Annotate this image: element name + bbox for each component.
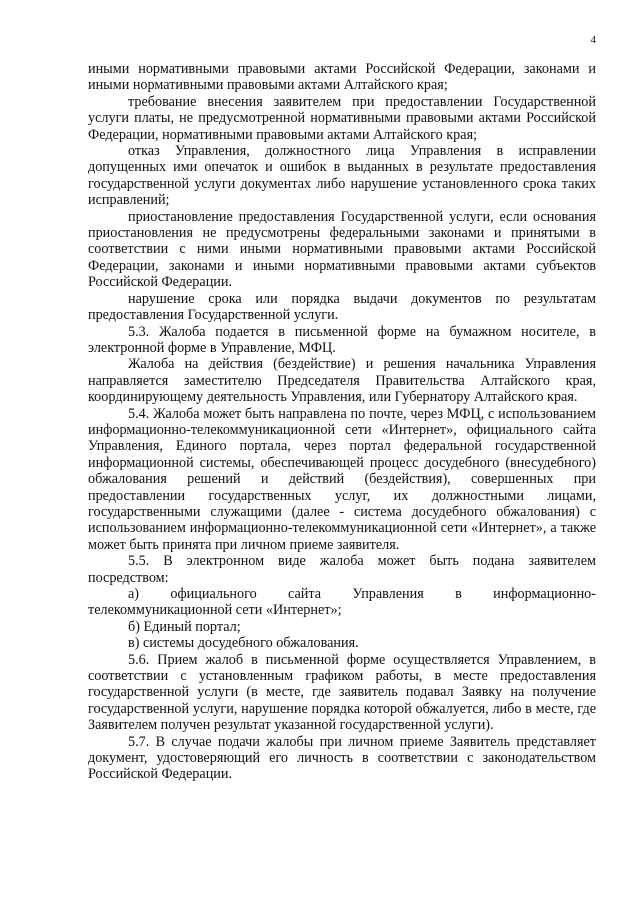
document-body <box>88 61 596 783</box>
paragraph-5-7: 5.7. В случае подачи жалобы при личном приеме Заявитель представляет документ, удостоверяющий его личность в соответствии с законодательством Российской Федерации. <box>88 733 596 783</box>
paragraph-suspension: приостановление предоставления Государственной услуги, если основания приостановления не предусмотрены федеральными законами и принятыми в соответствии с ними иными нормативными правовыми актами Российской Федерации, законами и иными нормативными правовыми актами субъектов Российской Федерации. <box>88 208 596 291</box>
paragraph-head-complaint: Жалоба на действия (бездействие) и решения начальника Управления направляется заместителю Председателя Правительства Алтайского края, координирующему деятельность Управления, или Губернатору Алтайского края. <box>88 356 596 406</box>
list-item-a: а) официального сайта Управления в информационно-телекоммуникационной сети «Интернет»; <box>88 586 596 619</box>
paragraph-5-4: 5.4. Жалоба может быть направлена по почте, через МФЦ, с использованием информационно-телекоммуникационной сети «Интернет», официального сайта Управления, Единого портала, через портал федеральной государственной информационной системы, обеспечивающей процесс досудебного (внесудебного) обжалования решений и действий (бездействия), совершенных при предоставлении государственных услуг, их должностными лицами, государственными служащими (далее - система досудебного обжалования) с использованием информационно-телекоммуникационной сети «Интернет», а также может быть принята при личном приеме заявителя. <box>88 405 596 553</box>
paragraph-5-5: 5.5. В электронном виде жалоба может быть подана заявителем посредством: <box>88 553 596 586</box>
list-item-c: в) системы досудебного обжалования. <box>128 635 359 652</box>
paragraph-5-3: 5.3. Жалоба подается в письменной форме на бумажном носителе, в электронной форме в Управление, МФЦ. <box>88 323 596 356</box>
page-number: 4 <box>590 34 596 46</box>
paragraph-correction-refusal: отказ Управления, должностного лица Управления в исправлении допущенных ими опечаток и ошибок в выданных в результате предоставления государственной услуги документах либо нарушение установленного срока таких исправлений; <box>88 143 596 209</box>
paragraph-fee-requirement: требование внесения заявителем при предоставлении Государственной услуги платы, не предусмотренной нормативными правовыми актами Российской Федерации, нормативными правовыми актами Алтайского края; <box>88 93 596 143</box>
paragraph-5-6: 5.6. Прием жалоб в письменной форме осуществляется Управлением, в соответствии с установленным графиком работы, в месте предоставления государственной услуги (в месте, где заявитель подавал Заявку на получение государственной услуги, нарушение порядка которой обжалуется, либо в месте, где Заявителем получен результат указанной государственной услуги). <box>88 651 596 734</box>
paragraph-continuation: иными нормативными правовыми актами Российской Федерации, законами и иными нормативными правовыми актами Алтайского края; <box>88 61 596 94</box>
paragraph-deadline-violation: нарушение срока или порядка выдачи документов по результатам предоставления Государственной услуги. <box>88 290 596 324</box>
list-item-b: б) Единый портал; <box>128 618 241 635</box>
